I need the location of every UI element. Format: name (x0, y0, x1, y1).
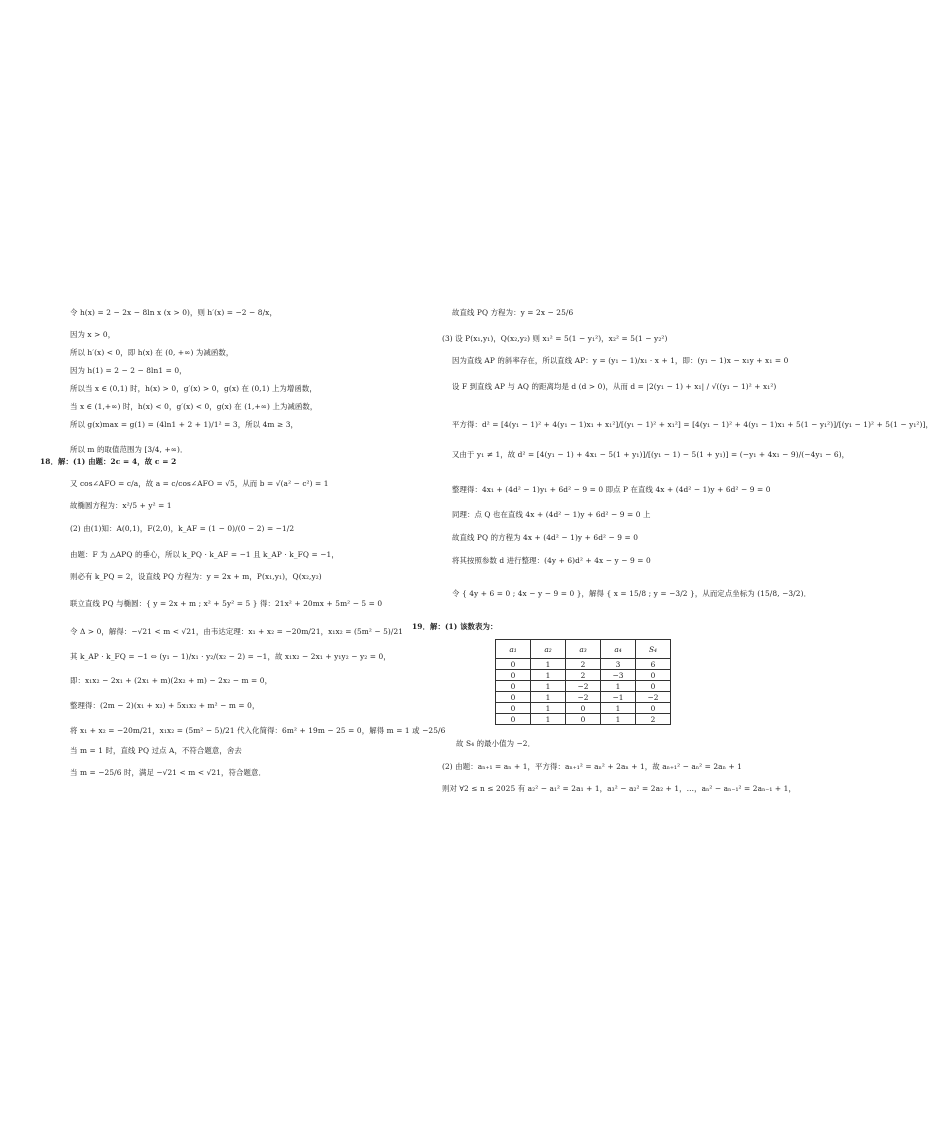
line-m-neg: 当 m = −25/6 时，满足 −√21 < m < √21，符合题意． (70, 768, 266, 777)
table-cell: 0 (496, 670, 531, 681)
table-cell: 2 (566, 659, 601, 670)
q18-heading: 18．解：(1) 由题：2c = 4，故 c = 2 (40, 457, 177, 466)
q19-heading: 19．解：(1) 该数表为： (412, 622, 498, 631)
table-cell: −2 (566, 692, 601, 703)
table-cell: −2 (566, 681, 601, 692)
line-system: 联立直线 PQ 与椭圆：{ y = 2x + m ; x² + 5y² = 5 } 得：21x² + 20mx + 5m² − 5 = 0 (70, 599, 383, 608)
table-row (496, 670, 671, 681)
line-h-def: 令 h(x) = 2 − 2x − 8ln x (x > 0)，则 h′(x) = −2 − 8/x， (70, 308, 277, 317)
table-cell: 0 (636, 703, 671, 714)
line-substitute: 将 x₁ + x₂ = −20m/21，x₁x₂ = (5m² − 5)/21 代入化简得：6m² + 19m − 25 = 0，解得 m = 1 或 −25/6 (70, 726, 446, 735)
line-param: 将其按照参数 d 进行整理：(4y + 6)d² + 4x − y − 9 = 0 (452, 556, 651, 565)
table-cell: −1 (601, 692, 636, 703)
line-orthocenter: 由题：F 为 △APQ 的垂心，所以 k_PQ · k_AF = −1 且 k_AP · k_FQ = −1， (70, 550, 339, 559)
table-cell: 1 (601, 714, 636, 725)
table-row (496, 714, 671, 725)
line-cos: 又 cos∠AFO = c/a，故 a = c/cos∠AFO = √5，从而 b = √(a² − c²) = 1 (70, 479, 329, 488)
table-header-cell: a₃ (566, 640, 601, 659)
line-kaf: (2) 由(1)知：A(0,1)，F(2,0)，k_AF = (1 − 0)/(0 − 2) = −1/2 (70, 524, 295, 533)
line-ap-line: 因为直线 AP 的斜率存在，所以直线 AP：y = (y₁ − 1)/x₁ · x + 1，即：(y₁ − 1)x − x₁y + x₁ = 0 (452, 356, 789, 365)
line-s4-min: 故 S₄ 的最小值为 −2． (456, 739, 536, 748)
table-header-row (496, 640, 671, 659)
line-part3-setup: (3) 设 P(x₁,y₁)，Q(x₂,y₂) 则 x₁² = 5(1 − y₁²)，x₂² = 5(1 − y₂²) (442, 334, 668, 343)
table-cell: 3 (601, 659, 636, 670)
table-row (496, 703, 671, 714)
line-pq-equation: 故直线 PQ 方程为：y = 2x − 25/6 (452, 308, 574, 317)
table-cell: 2 (636, 714, 671, 725)
line-telescoping: 则对 ∀2 ≤ n ≤ 2025 有 a₂² − a₁² = 2a₁ + 1，a₃² − a₂² = 2a₂ + 1，…，aₙ² − aₙ₋₁² = 2aₙ₋₁ + 1， (442, 784, 796, 793)
table-cell: 0 (636, 681, 671, 692)
line-distance: 设 F 到直线 AP 与 AQ 的距离均是 d (d > 0)，从而 d = |2(y₁ − 1) + x₁| / √((y₁ − 1)² + x₁²) (452, 382, 777, 391)
table-cell: 1 (531, 681, 566, 692)
table-header-cell: a₂ (531, 640, 566, 659)
table-cell: 0 (496, 692, 531, 703)
line-g-decreasing: 当 x ∈ (1,+∞) 时，h(x) < 0，g′(x) < 0，g(x) 在 (1,+∞) 上为减函数， (70, 402, 318, 411)
table-cell: 1 (531, 659, 566, 670)
table-cell: 1 (531, 670, 566, 681)
line-simplify: 整理得：(2m − 2)(x₁ + x₂) + 5x₁x₂ + m² − m = 0， (70, 701, 260, 710)
table-header-cell: a₁ (496, 640, 531, 659)
sequence-table (495, 639, 671, 725)
line-point-q: 同理：点 Q 也在直线 4x + (4d² − 1)y + 6d² − 9 = 0 上 (452, 510, 651, 519)
table-cell: 6 (636, 659, 671, 670)
table-cell: 0 (566, 714, 601, 725)
line-pq-eq-d: 故直线 PQ 的方程为 4x + (4d² − 1)y + 6d² − 9 = 0 (452, 533, 639, 542)
table-cell: 1 (531, 714, 566, 725)
line-m-one: 当 m = 1 时，直线 PQ 过点 A，不符合题意，舍去 (70, 746, 242, 755)
line-x-positive: 因为 x > 0， (70, 330, 116, 339)
table-cell: −2 (636, 692, 671, 703)
line-pq-setup: 则必有 k_PQ = 2，设直线 PQ 方程为：y = 2x + m，P(x₁,y₁)，Q(x₂,y₂) (70, 572, 322, 581)
table-row (496, 681, 671, 692)
line-square: 平方得：d² = [4(y₁ − 1)² + 4(y₁ − 1)x₁ + x₁²]/[(y₁ − 1)² + x₁²] = [4(y₁ − 1)² + 4(y₁ − 1)x₁ + 5(1 − y₁²)]/[(y₁ − 1)² + 5(1 − y₁²)]， (452, 420, 933, 429)
table-cell: 0 (566, 703, 601, 714)
table-cell: −3 (601, 670, 636, 681)
table-header-cell: a₄ (601, 640, 636, 659)
line-point-p: 整理得：4x₁ + (4d² − 1)y₁ + 6d² − 9 = 0 即点 P 在直线 4x + (4d² − 1)y + 6d² − 9 = 0 (452, 485, 771, 494)
table-header-cell: S₄ (636, 640, 671, 659)
line-kap-kfq: 其 k_AP · k_FQ = −1 ⇔ (y₁ − 1)/x₁ · y₂/(x₂ − 2) = −1，故 x₁x₂ − 2x₁ + y₁y₂ − y₂ = 0， (70, 652, 391, 661)
table-cell: 0 (636, 670, 671, 681)
table-cell: 1 (531, 692, 566, 703)
table-cell: 2 (566, 670, 601, 681)
table-cell: 0 (496, 681, 531, 692)
table-cell: 0 (496, 703, 531, 714)
line-h-decreasing: 所以 h′(x) < 0，即 h(x) 在 (0, +∞) 为减函数， (70, 348, 234, 357)
line-m-range: 所以 m 的取值范围为 [3/4, +∞)． (70, 445, 188, 454)
line-vieta: 令 Δ > 0，解得：−√21 < m < √21，由韦达定理：x₁ + x₂ = −20m/21，x₁x₂ = (5m² − 5)/21 (70, 627, 404, 636)
line-expand: 即：x₁x₂ − 2x₁ + (2x₁ + m)(2x₂ + m) − 2x₂ − m = 0， (70, 676, 273, 685)
line-ellipse-eq: 故椭圆方程为：x²/5 + y² = 1 (70, 501, 172, 510)
line-d-squared: 又由于 y₁ ≠ 1，故 d² = [4(y₁ − 1) + 4x₁ − 5(1 + y₁)]/[(y₁ − 1) − 5(1 + y₁)] = (−y₁ + 4x₁ − 9)/(−4y₁ − 6)， (452, 450, 850, 459)
table-cell: 1 (531, 703, 566, 714)
line-fixed-point: 令 { 4y + 6 = 0 ; 4x − y − 9 = 0 }，解得 { x = 15/8 ; y = −3/2 }，从而定点坐标为 (15/8, −3/2)． (452, 589, 812, 598)
line-part2-recurrence: (2) 由题：aₙ₊₁ = aₙ + 1，平方得：aₙ₊₁² = aₙ² + 2aₙ + 1，故 aₙ₊₁² − aₙ² = 2aₙ + 1 (442, 762, 742, 771)
table-cell: 1 (601, 681, 636, 692)
table-cell: 1 (601, 703, 636, 714)
line-h-one: 因为 h(1) = 2 − 2 − 8ln1 = 0， (70, 366, 187, 375)
table-cell: 0 (496, 659, 531, 670)
table-row (496, 659, 671, 670)
line-g-max: 所以 g(x)max = g(1) = (4ln1 + 2 + 1)/1² = 3，所以 4m ≥ 3， (70, 420, 299, 429)
line-g-increasing: 所以当 x ∈ (0,1) 时，h(x) > 0，g′(x) > 0，g(x) 在 (0,1) 上为增函数， (70, 384, 317, 393)
table-row (496, 692, 671, 703)
table-cell: 0 (496, 714, 531, 725)
